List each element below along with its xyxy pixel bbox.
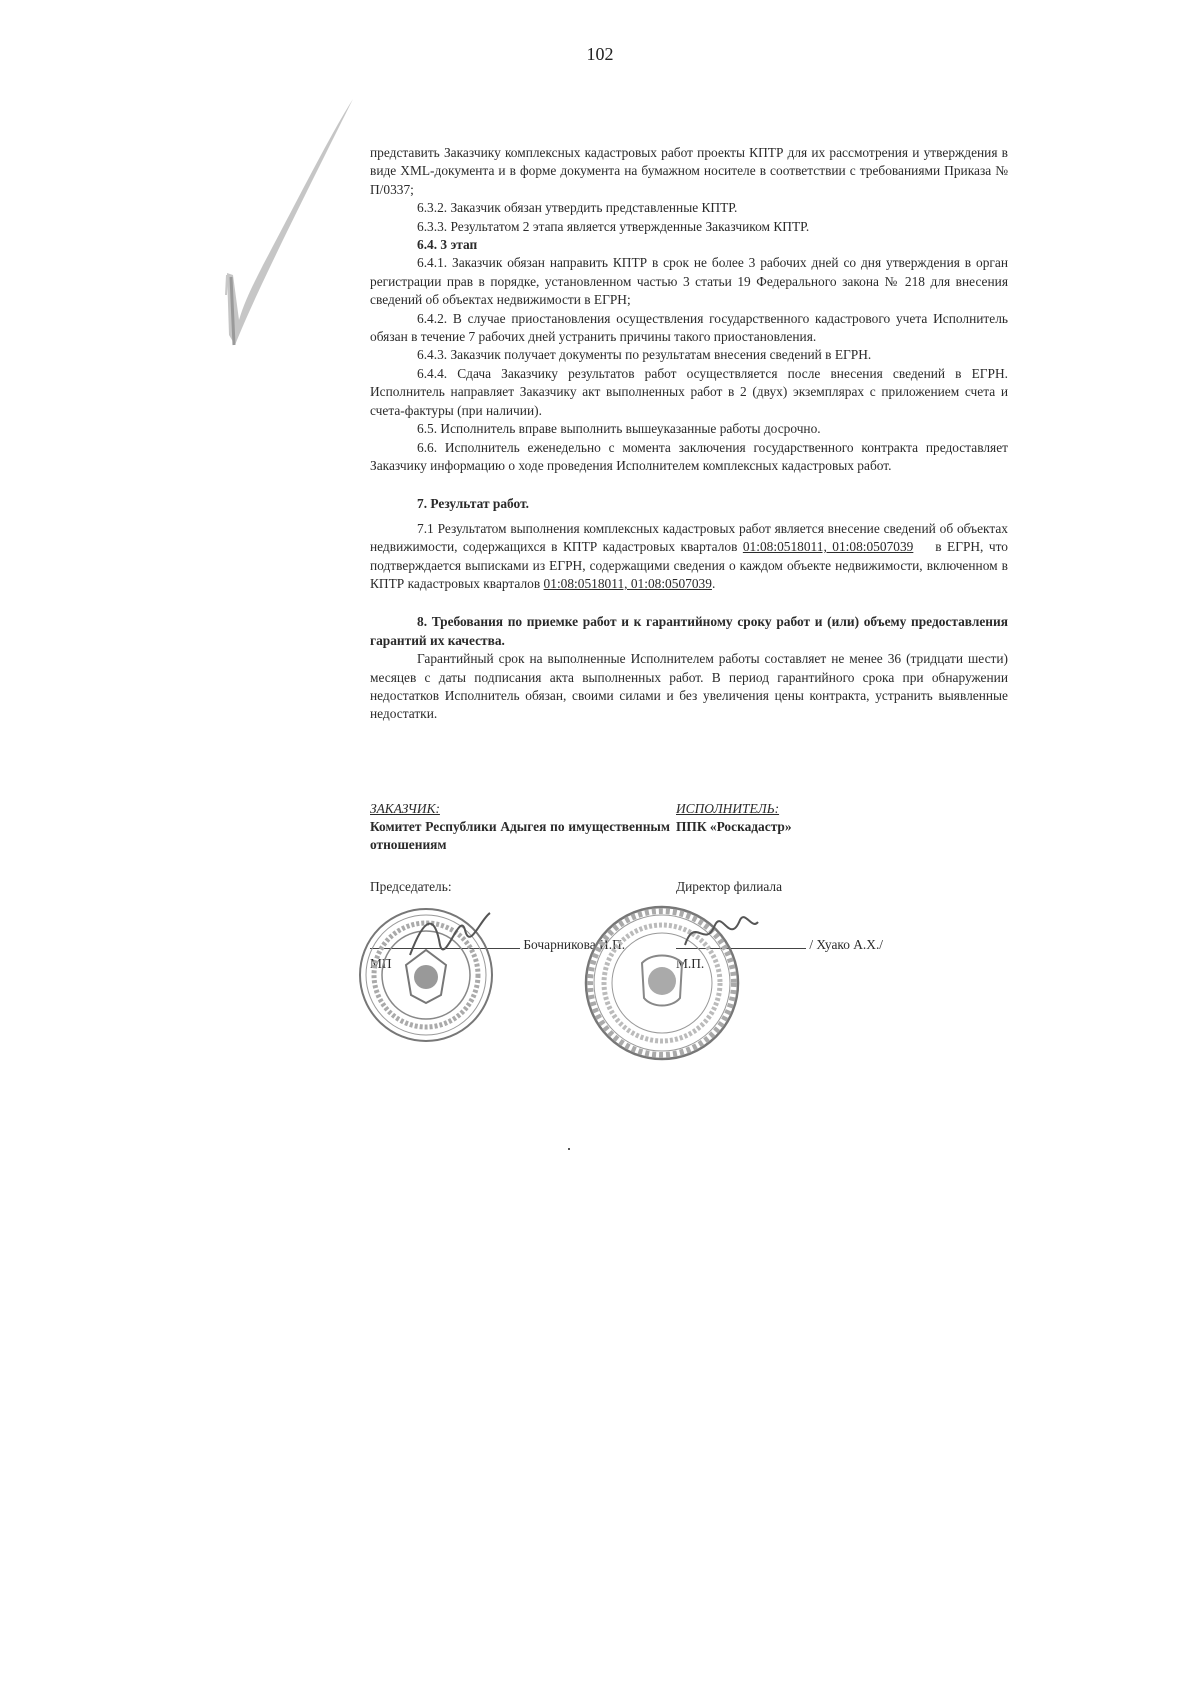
contractor-mp: М.П. [676,956,705,971]
customer-signature [405,905,495,965]
paragraph: 6.4.4. Сдача Заказчику результатов работ осуществляется после внесения сведений в ЕГРН. Исполнитель направляет Заказчику акт выполненных работ в 2 (двух) экземплярах с приложением счета и счета-фактуры (при наличии). [370,365,1008,418]
subsection-heading: 6.4. 3 этап [417,237,478,253]
paragraph: 6.4.3. Заказчик получает документы по результатам внесения сведений в ЕГРН. [417,347,872,363]
section-8-heading: 8. Требования по приемке работ и к гарантийному сроку работ и (или) объему предоставления гарантий их качества. [370,614,1008,648]
text-span: в ЕГРН, что подтверждается выписками из ЕГРН, содержащими сведения о каждом объекте недвижимости, включенном в КПТР кадастровых кварталов [370,539,1008,591]
customer-name: Бочарникова И.П. [523,937,626,952]
customer-position: Председатель: [370,879,452,894]
cadastral-numbers: 01:08:0518011, 01:08:0507039 [742,539,914,555]
document-body [370,144,1008,724]
paragraph: 6.6. Исполнитель еженедельно с момента заключения государственного контракта предоставляет Заказчику информацию о ходе проведения Исполнителем комплексных кадастровых работ. [370,439,1008,473]
contractor-position: Директор филиала [676,879,783,894]
customer-column [370,800,670,971]
section-8-paragraph: Гарантийный срок на выполненные Исполнителем работы составляет не менее 36 (тридцати шести) месяцев с даты подписания акта выполненных работ. В период гарантийного срока при обнаружении недостатков Исполнитель обязан, своими силами и без увеличения цены контракта, устранить выявленные недостатки. [370,651,1008,722]
contractor-role: ИСПОЛНИТЕЛЬ: [676,801,780,816]
margin-check-mark [225,95,355,355]
contractor-org: ППК «Роскадастр» [676,819,792,834]
section-7-heading: 7. Результат работ. [417,496,529,512]
paragraph: представить Заказчику комплексных кадастровых работ проекты КПТР для их рассмотрения и утверждения в виде XML-документа и в форме документа на бумажном носителе в соответствии с требованиями Приказа № П/0337; [370,145,1008,197]
customer-role: ЗАКАЗЧИК: [370,801,440,816]
customer-mp: МП [370,956,392,971]
paragraph: 6.3.3. Результатом 2 этапа является утвержденные Заказчиком КПТР. [417,218,810,234]
paragraph: 6.3.2. Заказчик обязан утвердить представленные КПТР. [417,200,738,216]
contractor-signature [680,910,760,955]
contractor-column [676,800,1010,971]
text-span: . [711,575,716,591]
section-7-paragraph [370,520,1008,594]
customer-org: Комитет Республики Адыгея по имущественным отношениям [370,819,670,852]
scan-dot [568,1148,570,1150]
paragraph: 6.5. Исполнитель вправе выполнить вышеуказанные работы досрочно. [417,421,821,437]
paragraph: 6.4.2. В случае приостановления осуществления государственного кадастрового учета Исполнитель обязан в течение 7 рабочих дней устранить причины такого приостановления. [370,310,1008,345]
text-span: 7.1 Результатом выполнения комплексных кадастровых работ является внесение сведений об объектах недвижимости, содержащихся в КПТР кадастровых кварталов [370,520,1008,555]
paragraph: 6.4.1. Заказчик обязан направить КПТР в срок не более 3 рабочих дней со дня утверждения в орган регистрации прав в порядке, установленном частью 3 статьи 19 Федерального закона № 218 для внесения сведений об объектах недвижимости в ЕГРН; [370,255,1008,308]
contractor-name: / Хуако А.Х./ [809,937,884,952]
page-number: 102 [586,44,614,64]
cadastral-numbers: 01:08:0518011, 01:08:0507039 [543,575,712,591]
